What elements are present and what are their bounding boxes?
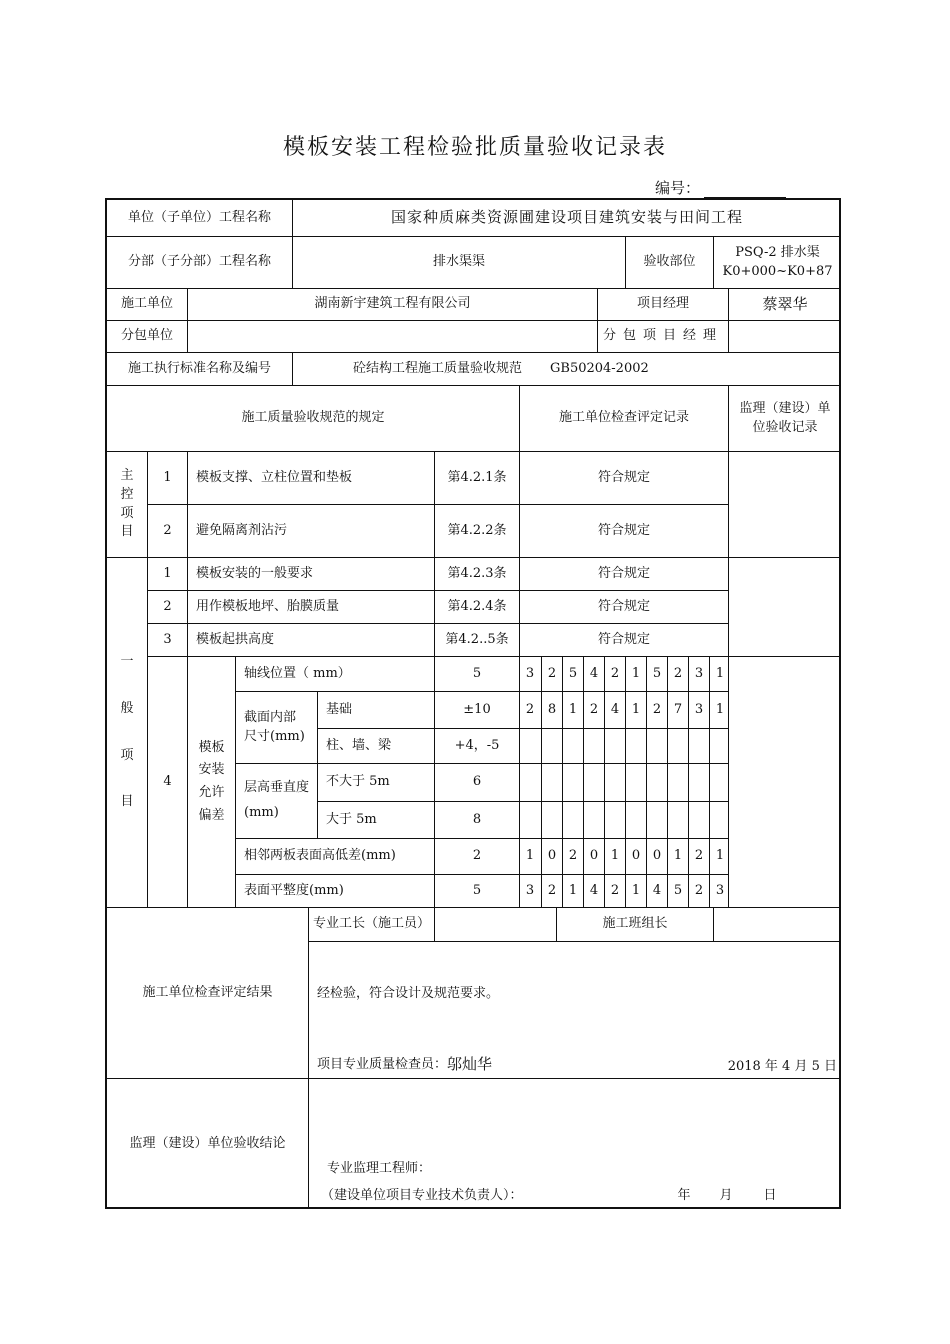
supervisor-header-line-2: 位验收记录 [752, 419, 818, 435]
measured-value[interactable]: 3 [715, 882, 725, 898]
measured-value[interactable] [647, 802, 667, 838]
item-name: 避免隔离剂沾污 [196, 522, 288, 538]
measured-value[interactable] [605, 764, 625, 801]
sub-project-manager-value[interactable] [729, 321, 841, 352]
measured-value[interactable]: 5 [673, 882, 683, 898]
measured-value[interactable]: 1 [631, 665, 641, 681]
measured-value[interactable]: 1 [610, 848, 620, 864]
measured-value[interactable]: 2 [694, 882, 704, 898]
measured-value[interactable]: 4 [589, 665, 599, 681]
measured-value[interactable] [668, 802, 688, 838]
serial-label: 编号： [655, 179, 701, 197]
measured-value[interactable]: 3 [694, 701, 704, 717]
measured-value[interactable] [520, 729, 540, 763]
tolerance-allowance: 8 [472, 811, 482, 827]
supervisor-date-year[interactable]: 年 [677, 1187, 691, 1203]
contractor-record-column-header: 施工单位检查评定记录 [558, 410, 689, 426]
subcontractor-value[interactable] [188, 321, 597, 352]
measured-value[interactable] [520, 802, 540, 838]
measured-value[interactable] [542, 802, 562, 838]
measured-value[interactable]: 7 [673, 701, 683, 717]
supervisor-date-day[interactable]: 日 [763, 1187, 777, 1203]
measured-value[interactable]: 0 [547, 848, 557, 864]
tolerance-group-label [188, 657, 235, 907]
measured-value[interactable]: 3 [525, 665, 535, 681]
measured-value[interactable]: 2 [652, 701, 662, 717]
measured-value[interactable] [563, 729, 583, 763]
spec-column-header: 施工质量验收规范的规定 [241, 410, 385, 426]
team-leader-value[interactable] [714, 908, 841, 941]
measured-value[interactable]: 2 [547, 882, 557, 898]
general-char: 项 [120, 747, 134, 763]
measured-value[interactable]: 1 [631, 882, 641, 898]
contractor-value[interactable]: 湖南新宇建筑工程有限公司 [314, 296, 471, 312]
quality-inspector [309, 1053, 629, 1077]
tolerance-item-name: 表面平整度(mm) [244, 882, 344, 898]
item-clause: 第4.2.3条 [447, 565, 507, 581]
main-control-char: 目 [120, 524, 134, 540]
item-result[interactable]: 符合规定 [597, 469, 650, 485]
measured-value[interactable] [710, 802, 730, 838]
sub-project-manager-label: 分包项目经理 [602, 328, 723, 344]
measured-value[interactable] [626, 729, 646, 763]
general-char: 目 [120, 794, 134, 810]
measured-value[interactable]: 1 [568, 882, 578, 898]
item-clause: 第4.2.2条 [447, 522, 507, 538]
item-clause: 第4.2.4条 [447, 598, 507, 614]
measured-value[interactable] [668, 764, 688, 801]
supervisor-header-line-1: 监理（建设）单 [739, 400, 831, 416]
supervising-engineer-label: 专业监理工程师： [327, 1160, 432, 1176]
project-manager-signature[interactable]: 蔡翠华 [762, 294, 808, 313]
item-number: 3 [163, 631, 172, 647]
measured-value[interactable]: 3 [525, 882, 535, 898]
item-number: 4 [163, 773, 172, 789]
main-control-char: 主 [120, 467, 134, 483]
owner-technical-lead-label: （建设单位项目专业技术负责人）： [321, 1187, 523, 1203]
item-result[interactable]: 符合规定 [597, 598, 650, 614]
general-supervisor-record[interactable] [729, 558, 841, 656]
measured-value[interactable]: 2 [610, 882, 620, 898]
general-group-label [107, 558, 147, 907]
measured-value[interactable] [584, 729, 604, 763]
measured-value[interactable]: 2 [525, 701, 535, 717]
measured-value[interactable]: 0 [631, 848, 641, 864]
tolerance-allowance: 5 [472, 665, 482, 681]
unit-project-label: 单位（子单位）工程名称 [127, 209, 271, 225]
measured-value[interactable]: 2 [547, 665, 557, 681]
main-control-char: 项 [120, 505, 134, 521]
measured-value[interactable]: 1 [715, 665, 725, 681]
inspection-form [105, 198, 841, 1209]
foreman-label: 专业工长（施工员） [312, 916, 430, 932]
tolerance-label-line: 偏差 [198, 807, 225, 823]
inspection-date[interactable]: 2018 年 4 月 5 日 [727, 1058, 837, 1074]
tolerance-label-line: 允许 [198, 785, 225, 800]
acceptance-part-label: 验收部位 [643, 254, 696, 270]
measured-value[interactable] [689, 729, 709, 763]
project-manager-label: 项目经理 [636, 296, 689, 312]
main-control-supervisor-record[interactable] [729, 452, 841, 557]
measured-value[interactable] [584, 764, 604, 801]
measured-value[interactable]: 4 [589, 882, 599, 898]
sub-project-label: 分部（子分部）工程名称 [127, 254, 271, 270]
section-size-label [236, 692, 317, 763]
verticality-label-line: (mm) [244, 805, 279, 820]
measured-value[interactable] [668, 729, 688, 763]
general-char: 般 [120, 700, 134, 716]
tolerance-item-name: 柱、墙、梁 [326, 737, 392, 753]
general-char: 一 [120, 653, 134, 669]
measured-value[interactable]: 2 [589, 701, 599, 717]
measured-value[interactable]: 1 [631, 701, 641, 717]
supervisor-date-month[interactable]: 月 [719, 1187, 733, 1203]
item-number: 2 [163, 522, 172, 538]
tolerance-allowance: 6 [472, 774, 482, 790]
measured-value[interactable]: 1 [715, 701, 725, 717]
item-result[interactable]: 符合规定 [597, 631, 650, 647]
unit-project-value[interactable]: 国家种质麻类资源圃建设项目建筑安装与田间工程 [390, 208, 743, 227]
measured-value[interactable]: 4 [610, 701, 620, 717]
item-clause: 第4.2.1条 [447, 469, 507, 485]
item-clause: 第4.2..5条 [445, 631, 509, 647]
contractor-result-label: 施工单位检查评定结果 [142, 984, 273, 1000]
measured-value[interactable] [542, 764, 562, 801]
tolerance-allowance: ±10 [463, 701, 491, 717]
tolerance-allowance: 2 [472, 848, 482, 864]
measured-value[interactable] [626, 802, 646, 838]
item-name: 模板起拱高度 [196, 631, 275, 647]
measured-value[interactable] [605, 802, 625, 838]
tolerance-allowance: +4，-5 [454, 737, 500, 753]
tolerance-item-name: 基础 [326, 701, 353, 717]
item-name: 模板安装的一般要求 [196, 565, 314, 581]
measured-value[interactable] [626, 764, 646, 801]
item-number: 2 [163, 598, 172, 614]
sub-project-value[interactable]: 排水渠渠 [432, 254, 485, 270]
item-result[interactable]: 符合规定 [597, 565, 650, 581]
measured-value[interactable] [542, 729, 562, 763]
tolerance-label-line: 安装 [198, 762, 225, 778]
tolerance-supervisor-record[interactable] [729, 657, 841, 907]
contractor-label: 施工单位 [120, 296, 173, 312]
measured-value[interactable]: 2 [610, 665, 620, 681]
supervisor-record-column-header [729, 386, 841, 451]
measured-value[interactable]: 5 [568, 665, 578, 681]
measured-value[interactable]: 2 [673, 665, 683, 681]
measured-value[interactable] [563, 764, 583, 801]
tolerance-item-name: 相邻两板表面高低差(mm) [244, 848, 396, 864]
measured-value[interactable]: 2 [694, 848, 704, 864]
measured-value[interactable]: 4 [652, 882, 662, 898]
measured-value[interactable] [710, 729, 730, 763]
measured-value[interactable] [647, 729, 667, 763]
measured-value[interactable] [520, 764, 540, 801]
main-control-char: 控 [120, 486, 134, 502]
measured-value[interactable]: 0 [589, 848, 599, 864]
item-name: 模板支撑、立柱位置和垫板 [196, 469, 353, 485]
item-number: 1 [163, 565, 172, 581]
measured-value[interactable]: 2 [568, 848, 578, 864]
page-title: 模板安装工程检验批质量验收记录表 [282, 135, 667, 160]
foreman-value[interactable] [435, 908, 556, 941]
measured-value[interactable] [563, 802, 583, 838]
quality-inspector-label: 项目专业质量检查员： [317, 1056, 448, 1072]
tolerance-item-name: 大于 5m [326, 811, 377, 827]
quality-inspector-signature[interactable]: 邬灿华 [447, 1055, 493, 1074]
measured-value[interactable]: 1 [568, 701, 578, 717]
tolerance-item-name: 不大于 5m [326, 774, 390, 790]
measured-value[interactable]: 8 [547, 701, 557, 717]
standard-label: 施工执行标准名称及编号 [127, 360, 271, 376]
measured-value[interactable]: 0 [652, 848, 662, 864]
acceptance-part-line-1: PSQ-2 排水渠 [735, 244, 820, 260]
measured-value[interactable]: 1 [715, 848, 725, 864]
supervisor-result-label: 监理（建设）单位验收结论 [129, 1135, 286, 1151]
measured-value[interactable] [584, 802, 604, 838]
tolerance-item-name: 轴线位置（ mm） [244, 665, 351, 681]
serial-blank[interactable] [704, 183, 786, 198]
section-size-label-line: 尺寸(mm) [244, 728, 305, 744]
subcontractor-label: 分包单位 [120, 328, 173, 344]
tolerance-allowance: 5 [472, 882, 482, 898]
tolerance-label-line: 模板 [198, 739, 225, 755]
item-name: 用作模板地坪、胎膜质量 [196, 598, 340, 614]
verticality-label-line: 层高垂直度 [244, 780, 310, 796]
measured-value[interactable]: 1 [525, 848, 535, 864]
measured-value[interactable] [710, 764, 730, 801]
measured-value[interactable] [689, 802, 709, 838]
acceptance-part-line-2: K0+000~K0+87 [722, 263, 833, 279]
standard-name[interactable]: 砼结构工程施工质量验收规范 [352, 360, 522, 376]
measured-value[interactable]: 5 [652, 665, 662, 681]
serial-number [655, 177, 786, 198]
item-result[interactable]: 符合规定 [597, 522, 650, 538]
item-number: 1 [163, 469, 172, 485]
measured-value[interactable]: 1 [673, 848, 683, 864]
acceptance-part-value[interactable] [714, 237, 841, 288]
inspection-conclusion[interactable]: 经检验，符合设计及规范要求。 [317, 985, 500, 1001]
standard-code[interactable]: GB50204-2002 [550, 360, 649, 376]
section-size-label-line: 截面内部 [244, 709, 297, 725]
measured-value[interactable] [605, 729, 625, 763]
verticality-label [236, 764, 317, 838]
measured-value[interactable] [689, 764, 709, 801]
main-control-group-label [107, 452, 147, 557]
measured-value[interactable] [647, 764, 667, 801]
measured-value[interactable]: 3 [694, 665, 704, 681]
team-leader-label: 施工班组长 [602, 916, 668, 932]
